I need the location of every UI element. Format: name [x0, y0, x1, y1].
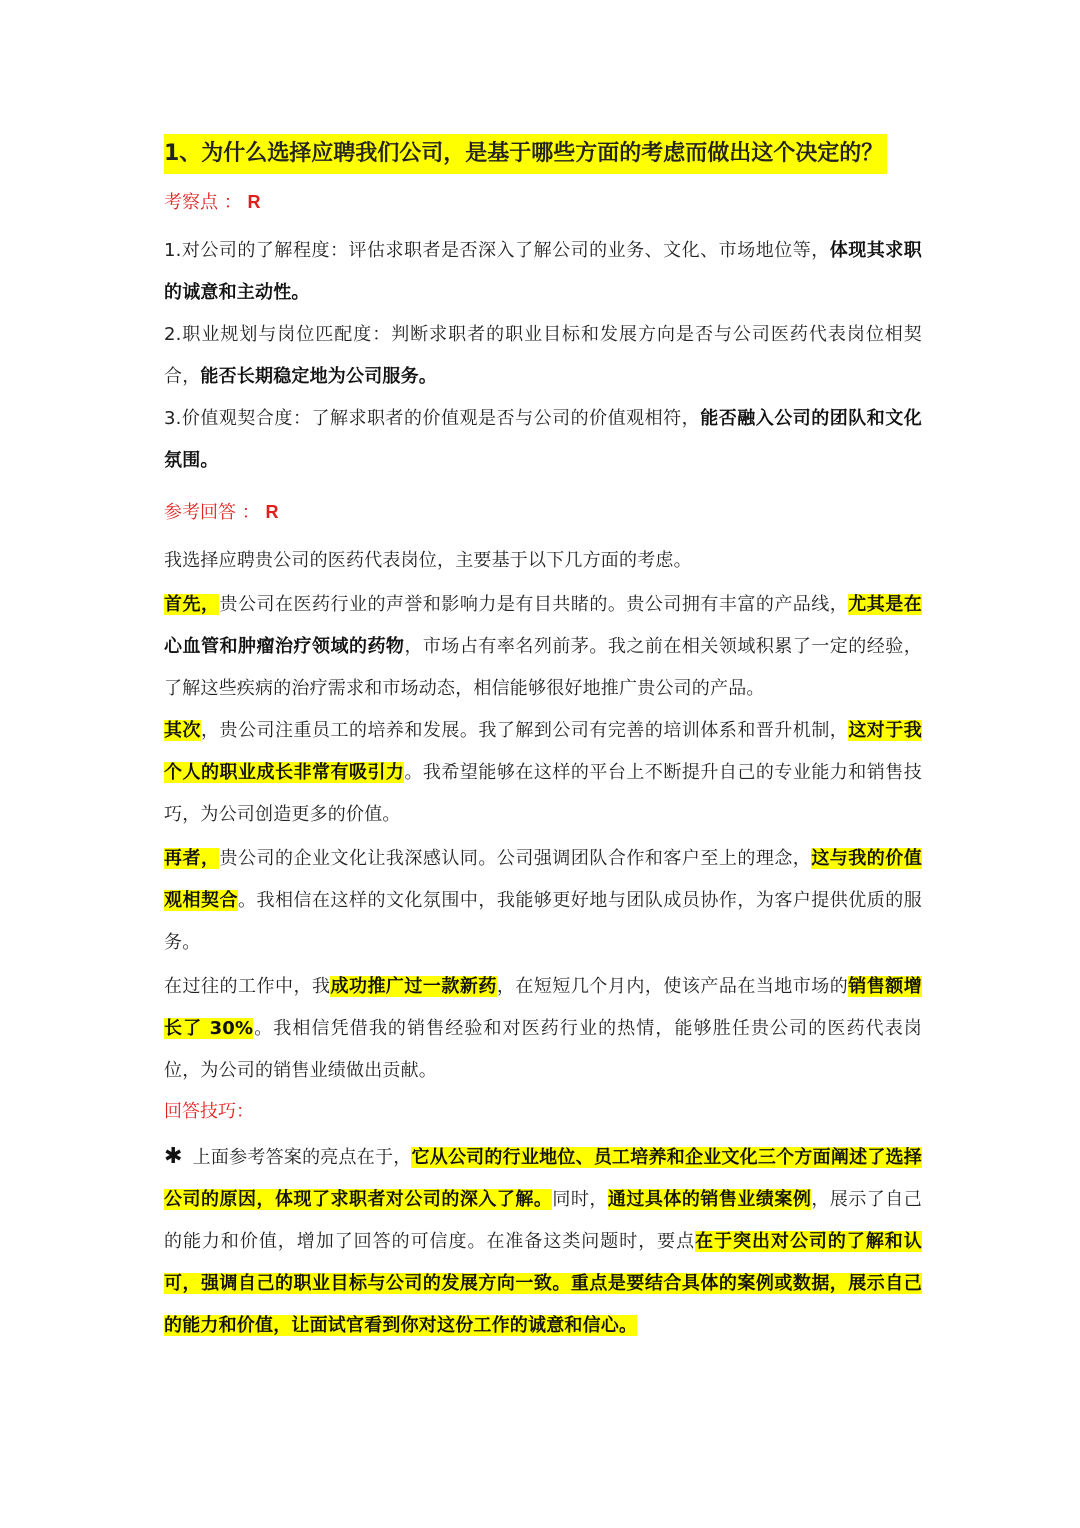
- asterisk-icon: ✱: [164, 1144, 183, 1169]
- reference-answer-label: 参考回答 ：: [164, 502, 260, 523]
- reference-answer-letter: R: [265, 502, 279, 522]
- tips-heading: 回答技巧：: [164, 1101, 254, 1122]
- tips-paragraph: ✱ 上面参考答案的亮点在于，它从公司的行业地位、员工培养和企业文化三个方面阐述了选择公司的原因，体现了求职者对公司的深入了解。同时，通过具体的销售业绩案例，展示了自己的能力和价值，增加了回答的可信度。在准备这类问题时，要点在于突出对公司的了解和认可，强调自己的职业目标与公司的发展方向一致。重点是要结合具体的案例或数据，展示自己的能力和价值，让面试官看到你对这份工作的诚意和信心。: [164, 1144, 923, 1336]
- exam-points-heading: [164, 186, 260, 219]
- answer-paragraph-1: 首先，贵公司在医药行业的声誉和影响力是有目共睹的。贵公司拥有丰富的产品线，尤其是在心血管和肿瘤治疗领域的药物，市场占有率名列前茅。我之前在相关领域积累了一定的经验，了解这些疾病的治疗需求和市场动态，相信能够很好地推广贵公司的产品。: [164, 594, 922, 699]
- exam-points-label: 考察点 ：: [164, 192, 242, 213]
- answer-paragraph-3: 再者，贵公司的企业文化让我深感认同。公司强调团队合作和客户至上的理念，这与我的价值观相契合。我相信在这样的文化氛围中，我能够更好地与团队成员协作，为客户提供优质的服务。: [164, 848, 922, 953]
- exam-point-item: 1.对公司的了解程度：评估求职者是否深入了解公司的业务、文化、市场地位等，体现其求职的诚意和主动性。: [164, 240, 922, 303]
- question-title: 1、为什么选择应聘我们公司，是基于哪些方面的考虑而做出这个决定的？: [164, 134, 887, 174]
- exam-point-item: 3.价值观契合度：了解求职者的价值观是否与公司的价值观相符，能否融入公司的团队和文化氛围。: [164, 408, 923, 471]
- answer-paragraph-2: 其次，贵公司注重员工的培养和发展。我了解到公司有完善的培训体系和晋升机制，这对于我个人的职业成长非常有吸引力。我希望能够在这样的平台上不断提升自己的专业能力和销售技巧，为公司创造更多的价值。: [164, 720, 922, 825]
- answer-intro: 我选择应聘贵公司的医药代表岗位，主要基于以下几方面的考虑。: [164, 550, 692, 571]
- reference-answer-heading: [164, 496, 278, 529]
- exam-points-letter: R: [247, 192, 261, 212]
- answer-paragraph-4: 在过往的工作中，我成功推广过一款新药，在短短几个月内，使该产品在当地市场的销售额增长了 30%。我相信凭借我的销售经验和对医药行业的热情，能够胜任贵公司的医药代表岗位，为公司的销售业绩做出贡献。: [164, 976, 922, 1081]
- exam-point-item: 2.职业规划与岗位匹配度：判断求职者的职业目标和发展方向是否与公司医药代表岗位相契合，能否长期稳定地为公司服务。: [164, 324, 922, 387]
